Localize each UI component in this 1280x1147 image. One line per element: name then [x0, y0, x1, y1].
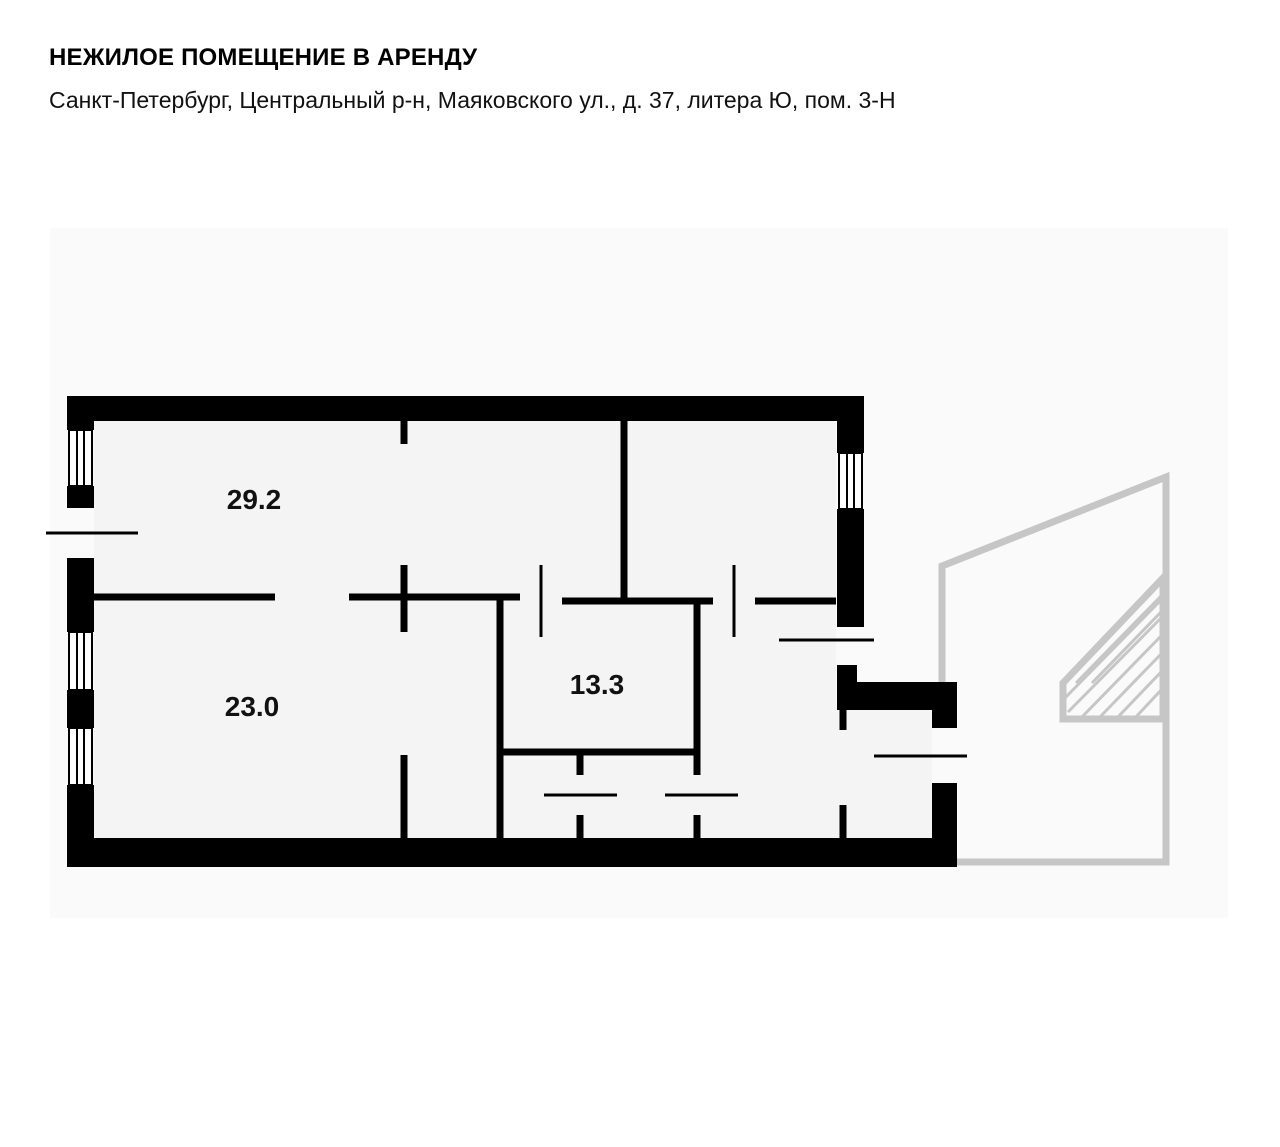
room-area-label: 23.0	[224, 691, 280, 722]
floor-area	[94, 420, 932, 838]
room-area-label: 13.3	[569, 669, 625, 700]
address-text: Санкт-Петербург, Центральный р-н, Маяковского ул., д. 37, литера Ю, пом. 3-Н	[49, 87, 896, 113]
room-area-label: 29.2	[226, 484, 282, 515]
page-title: НЕЖИЛОЕ ПОМЕЩЕНИЕ В АРЕНДУ	[49, 44, 478, 71]
